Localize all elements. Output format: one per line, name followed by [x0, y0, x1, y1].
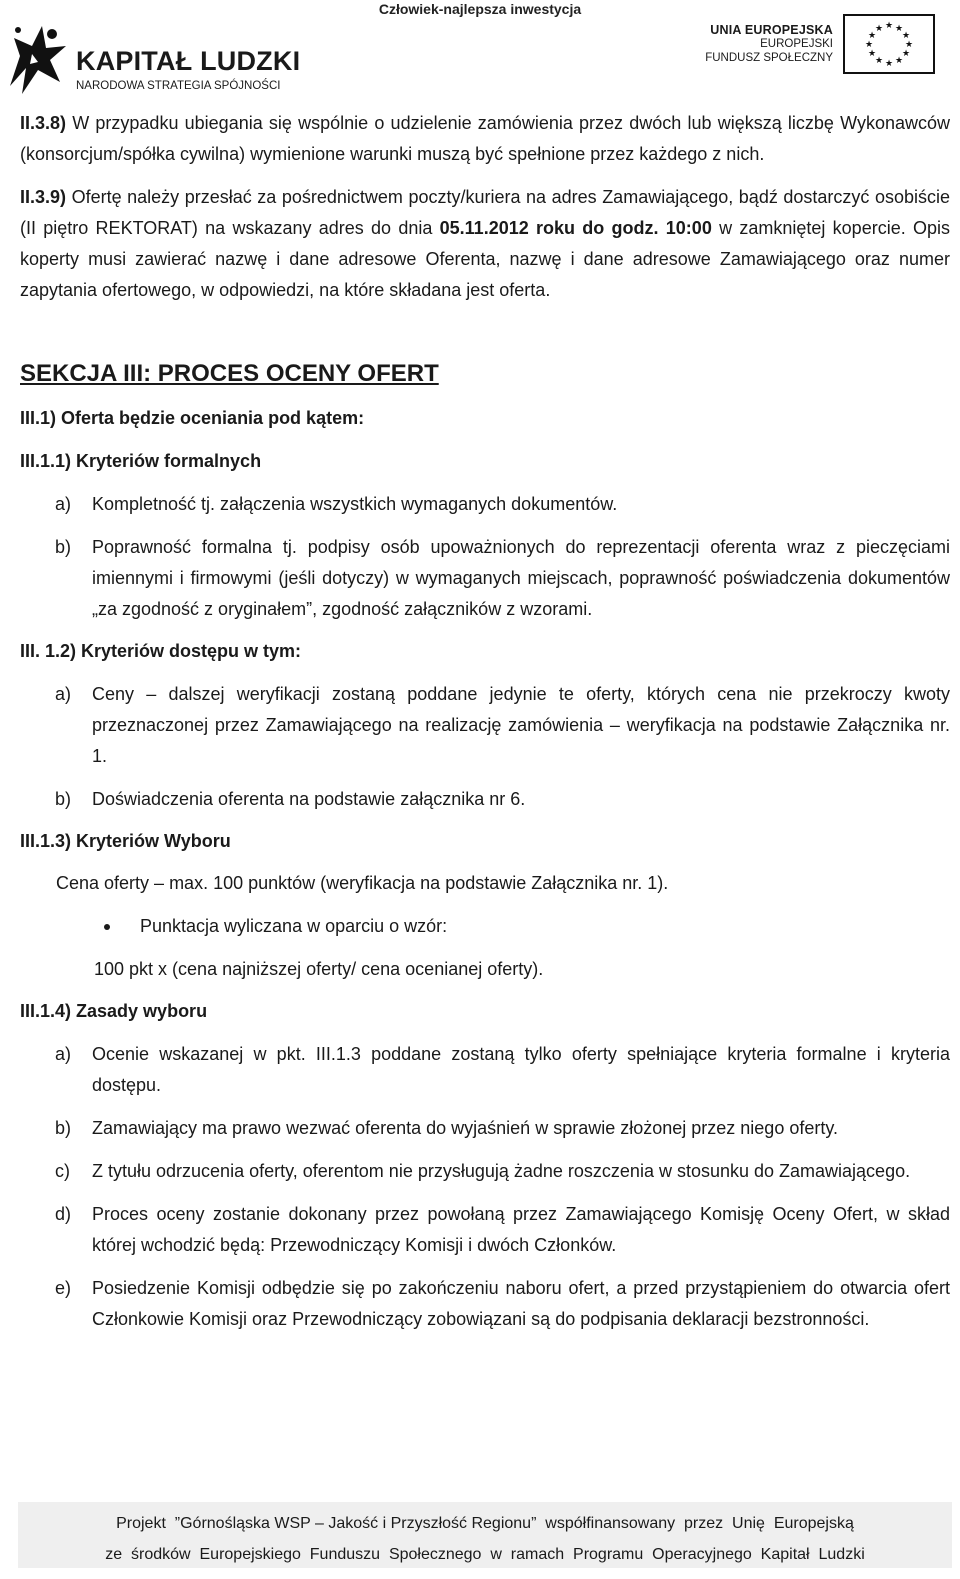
- svg-text:★: ★: [867, 49, 877, 59]
- list-marker: e): [55, 1278, 72, 1298]
- list-item: [20, 1273, 950, 1335]
- paragraph-text: w zamkniętej kopercie. Opis koperty musi zawierać nazwę i dane adresowe Oferenta, nazwę i dane adresowe Zamawiającego oraz numer zapytania ofertowego, w odpowiedzi, na które składana jest oferta.: [20, 218, 950, 300]
- list-item-text: Kompletność tj. załączenia wszystkich wymaganych dokumentów.: [92, 494, 618, 514]
- ue-line3: FUNDUSZ SPOŁECZNY: [705, 52, 833, 64]
- list-marker: a): [55, 1044, 72, 1064]
- list-marker: a): [55, 684, 72, 704]
- svg-text:★: ★: [901, 49, 911, 59]
- price-criterion: Cena oferty – max. 100 punktów (weryfikacja na podstawie Załącznika nr. 1).: [56, 873, 669, 893]
- paragraph-text: Ofertę należy przesłać za pośrednictwem poczty/kuriera na adres Zamawiającego, bądź dostarczyć osobiście (II piętro REKTORAT) na wskazany adres do dnia: [20, 187, 950, 238]
- list-marker: d): [55, 1204, 72, 1224]
- list-marker: a): [55, 494, 72, 514]
- paragraph-number: II.3.8): [20, 113, 67, 133]
- svg-text:★: ★: [874, 24, 884, 34]
- bullet-text: Punktacja wyliczana w oparciu o wzór:: [140, 916, 448, 936]
- heading-iii-1-2: III. 1.2) Kryteriów dostępu w tym:: [20, 641, 302, 661]
- section-title: SEKCJA III: PROCES OCENY OFERT: [20, 360, 439, 387]
- kl-title: KAPITAŁ LUDZKI: [76, 46, 301, 76]
- document-body: [20, 108, 950, 1335]
- footer-line2: ze środków Europejskiego Funduszu Społecznego w ramach Programu Operacyjnego Kapitał Ludzki: [105, 1546, 865, 1563]
- heading-iii-1-3: III.1.3) Kryteriów Wyboru: [20, 831, 231, 851]
- list-marker: c): [55, 1161, 70, 1181]
- list-item: [20, 784, 950, 815]
- paragraph-ii-3-9: [20, 182, 950, 306]
- list-item-text: Doświadczenia oferenta na podstawie załącznika nr 6.: [92, 789, 526, 809]
- paragraph-ii-3-8: [20, 108, 950, 170]
- heading-iii-1-4: III.1.4) Zasady wyboru: [20, 1001, 208, 1021]
- kapital-ludzki-emblem-icon: [2, 16, 74, 102]
- list-item: [20, 1113, 950, 1144]
- svg-text:★: ★: [901, 31, 911, 41]
- list-item: [20, 1199, 950, 1261]
- bullet-item: [20, 911, 950, 942]
- list-item: [20, 1039, 950, 1101]
- svg-text:★: ★: [864, 40, 874, 50]
- list-item-text: Z tytułu odrzucenia oferty, oferentom nie przysługują żadne roszczenia w stosunku do Zamawiającego.: [92, 1161, 911, 1181]
- ue-line2: EUROPEJSKI: [760, 38, 833, 50]
- kl-subtitle: NARODOWA STRATEGIA SPÓJNOŚCI: [76, 80, 281, 92]
- list-item: [20, 489, 950, 520]
- heading-iii-1: III.1) Oferta będzie oceniania pod kątem:: [20, 408, 365, 428]
- list-marker: b): [55, 1118, 72, 1138]
- list-item-text: Ceny – dalszej weryfikacji zostaną poddane jedynie te oferty, których cena nie przekroczy kwoty przeznaczonej przez Zamawiającego na realizację zamówienia – weryfikacja na podstawie Załącznika nr. 1.: [92, 684, 950, 766]
- svg-text:★: ★: [904, 40, 914, 50]
- list-item-text: Proces oceny zostanie dokonany przez powołaną przez Zamawiającego Komisję Oceny Ofert, w skład której wchodzić będą: Przewodniczący Komisji i dwóch Członków.: [92, 1204, 950, 1255]
- page-footer: [18, 1502, 952, 1568]
- svg-text:★: ★: [867, 31, 877, 41]
- bullet-dot-icon: [104, 924, 110, 930]
- ue-line1: UNIA EUROPEJSKA: [710, 23, 833, 37]
- svg-text:★: ★: [884, 59, 894, 69]
- list-item: [20, 532, 950, 625]
- list-marker: b): [55, 789, 72, 809]
- list-item-text: Poprawność formalna tj. podpisy osób upoważnionych do reprezentacji oferenta wraz z pieczęciami imiennymi i firmowymi (jeśli dotyczy) w wymaganych miejscach, poprawność poświadczenia dokumentów „za zgodność z oryginałem”, zgodność załączników z wzorami.: [92, 537, 950, 619]
- heading-iii-1-1: III.1.1) Kryteriów formalnych: [20, 451, 262, 471]
- formula: 100 pkt x (cena najniższej oferty/ cena ocenianej oferty).: [94, 959, 544, 979]
- list-item: [20, 1156, 950, 1187]
- eu-flag-icon: [843, 14, 935, 74]
- svg-text:★: ★: [894, 24, 904, 34]
- kapital-ludzki-logo: [2, 16, 301, 102]
- slogan: Człowiek-najlepsza inwestycja: [378, 1, 582, 17]
- list-item-text: Zamawiający ma prawo wezwać oferenta do wyjaśnień w sprawie złożonej przez niego oferty.: [92, 1118, 839, 1138]
- list-item-text: Posiedzenie Komisji odbędzie się po zakończeniu naboru ofert, a przed przystąpieniem do otwarcia ofert Członkowie Komisji oraz Przewodniczący zobowiązani są do podpisania deklaracji bezstronności.: [92, 1278, 950, 1329]
- eu-logo: [700, 14, 936, 78]
- svg-text:★: ★: [884, 21, 894, 31]
- list-item-text: Ocenie wskazanej w pkt. III.1.3 poddane zostaną tylko oferty spełniające kryteria formalne i kryteria dostępu.: [92, 1044, 950, 1095]
- list-marker: b): [55, 537, 72, 557]
- deadline-text: 05.11.2012 roku do godz. 10:00: [439, 218, 712, 238]
- paragraph-text: W przypadku ubiegania się wspólnie o udzielenie zamówienia przez dwóch lub większą liczbę Wykonawców (konsorcjum/spółka cywilna) wymienione warunki muszą być spełnione przez każdego z nich.: [20, 113, 950, 164]
- paragraph-number: II.3.9): [20, 187, 67, 207]
- list-item: [20, 679, 950, 772]
- footer-line1: Projekt ”Górnośląska WSP – Jakość i Przyszłość Regionu” współfinansowany przez Unię Europejską: [116, 1515, 854, 1532]
- svg-text:★: ★: [874, 56, 884, 66]
- svg-text:★: ★: [894, 56, 904, 66]
